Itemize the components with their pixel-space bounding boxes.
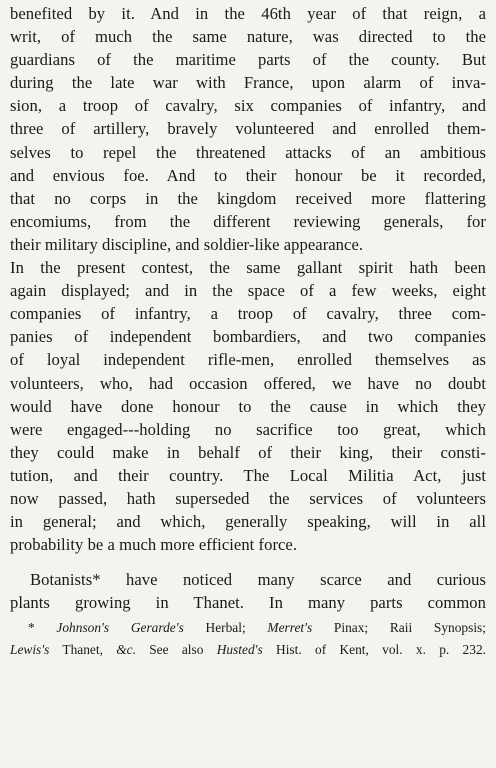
text-line: their military discipline, and soldier-like appearance. bbox=[10, 234, 364, 254]
footnote-line bbox=[10, 617, 486, 639]
text-line: tution, and their country. The Local Militia Act, just bbox=[10, 465, 486, 485]
text-line: of loyal independent rifle-men, enrolled themselves as bbox=[10, 350, 486, 370]
footnote-text: Pinax; Raii Synopsis; bbox=[312, 620, 486, 636]
text-line: Botanists* have noticed many scarce and curious bbox=[30, 570, 486, 590]
text-line: that no corps in the kingdom received more flattering bbox=[10, 188, 486, 208]
text-line: guardians of the maritime parts of the county. But bbox=[10, 50, 486, 70]
footnote-author: Lewis's bbox=[10, 642, 50, 658]
footnote-author: Merret's bbox=[267, 620, 313, 636]
footnote-etc: &c. bbox=[116, 642, 136, 658]
text-line: sion, a troop of cavalry, six companies of infantry, and bbox=[10, 96, 486, 116]
footnote-text: Hist. of Kent, vol. x. p. 232. bbox=[262, 642, 486, 658]
text-line: encomiums, from the different reviewing generals, for bbox=[10, 211, 486, 231]
footnote-text: Thanet, bbox=[49, 642, 117, 658]
paragraph-volunteers bbox=[10, 2, 486, 556]
text-line: now passed, hath superseded the services of volunteers bbox=[10, 488, 486, 508]
footnote bbox=[10, 617, 486, 661]
text-line: three of artillery, bravely volunteered and enrolled them- bbox=[10, 119, 486, 139]
footnote-author: Johnson's Gerarde's bbox=[56, 620, 184, 636]
text-line: again displayed; and in the space of a few weeks, eight bbox=[10, 281, 486, 301]
text-line: probability be a much more efficient force. bbox=[10, 535, 298, 555]
paragraph-gap bbox=[10, 556, 486, 568]
text-line: were engaged---holding no sacrifice too great, which bbox=[10, 419, 486, 439]
text-line: companies of infantry, a troop of cavalry, three com- bbox=[10, 304, 486, 324]
text-line: in general; and which, generally speaking, will in all bbox=[10, 512, 486, 532]
text-line: they could make in behalf of their king, their consti- bbox=[10, 442, 486, 462]
text-line: panies of independent bombardiers, and two companies bbox=[10, 327, 486, 347]
text-line: benefited by it. And in the 46th year of that reign, a bbox=[10, 4, 486, 23]
footnote-marker: * bbox=[28, 620, 57, 636]
text-line: In the present contest, the same gallant spirit hath been bbox=[10, 258, 486, 278]
text-line: and envious foe. And to their honour be it recorded, bbox=[10, 165, 486, 185]
paragraph-botanists bbox=[10, 568, 486, 614]
text-line: volunteers, who, had occasion offered, we have no doubt bbox=[10, 373, 486, 393]
footnote-author: Husted's bbox=[216, 642, 263, 658]
text-line: writ, of much the same nature, was directed to the bbox=[10, 27, 486, 47]
text-line: during the late war with France, upon alarm of inva- bbox=[10, 73, 486, 93]
text-line: would have done honour to the cause in which they bbox=[10, 396, 486, 416]
text-line: selves to repel the threatened attacks of an ambitious bbox=[10, 142, 486, 162]
footnote-line bbox=[10, 639, 486, 661]
footnote-text: See also bbox=[135, 642, 217, 658]
footnote-text: Herbal; bbox=[183, 620, 268, 636]
text-line: plants growing in Thanet. In many parts common bbox=[10, 593, 486, 613]
